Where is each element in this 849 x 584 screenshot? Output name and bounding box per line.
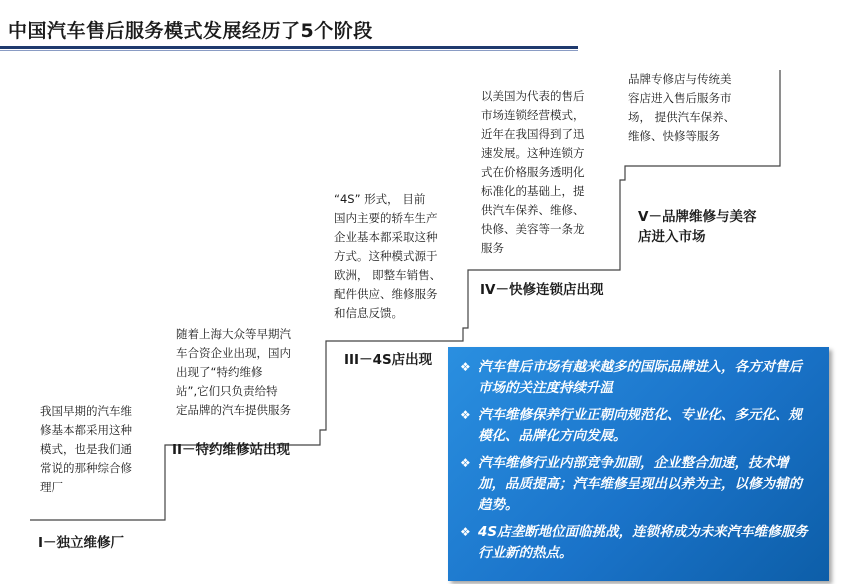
trends-panel: [448, 347, 829, 581]
stage-5-label: V－品牌维修与美容 店进入市场: [638, 209, 757, 245]
diamond-bullet-icon: ❖: [460, 408, 471, 422]
page-title: 中国汽车售后服务模式发展经历了5个阶段: [8, 20, 373, 42]
trend-item: [460, 357, 815, 399]
trend-text: 汽车维修行业内部竞争加剧，企业整合加速，技术增加，品质提高；汽车维修呈现出以养为主，以修为辅的趋势。: [478, 455, 802, 513]
stage-2-description: 随着上海大众等早期汽 车合资企业出现，国内 出现了“特约维修 站”,它们只负责给特 定品牌的汽车提供服务: [176, 327, 291, 417]
stage-3-label: III－4S店出现: [344, 352, 433, 368]
stage-1-label: I－独立维修厂: [38, 535, 125, 551]
diamond-bullet-icon: ❖: [460, 525, 471, 539]
stage-4-description: 以美国为代表的售后 市场连锁经营模式， 近年在我国得到了迅 速发展。这种连锁方 式在价格服务透明化 标准化的基础上，提 供汽车保养、维修、 快修、美容等一条龙 服务: [481, 89, 585, 255]
trend-text: 汽车售后市场有越来越多的国际品牌进入，各方对售后市场的关注度持续升温: [478, 359, 802, 396]
stage-5-description: 品牌专修店与传统美 容店进入售后服务市 场， 提供汽车保养、 维修、快修等服务: [628, 72, 736, 143]
stage-1-description: 我国早期的汽车维 修基本都采用这种 模式，也是我们通 常说的那种综合修 理厂: [40, 404, 132, 494]
stage-4-label: IV－快修连锁店出现: [480, 282, 604, 298]
trend-text: 汽车维修保养行业正朝向规范化、专业化、多元化、规模化、品牌化方向发展。: [478, 407, 802, 444]
diamond-bullet-icon: ❖: [460, 360, 471, 374]
diamond-bullet-icon: ❖: [460, 456, 471, 470]
trend-item: [460, 453, 815, 516]
trend-item: [460, 522, 815, 564]
stage-2-label: II－特约维修站出现: [172, 442, 291, 458]
trend-text: 4S店垄断地位面临挑战，连锁将成为未来汽车维修服务行业新的热点。: [478, 524, 808, 561]
stage-3-description: “4S” 形式， 目前 国内主要的轿车生产 企业基本都采取这种 方式。这种模式源于 欧洲， 即整车销售、 配件供应、维修服务 和信息反馈。: [334, 192, 442, 320]
trend-item: [460, 405, 815, 447]
